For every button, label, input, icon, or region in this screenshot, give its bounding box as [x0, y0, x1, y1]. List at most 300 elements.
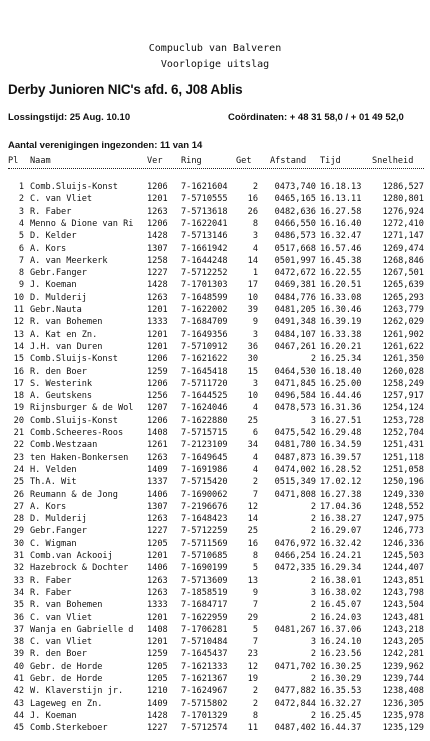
cell-snelheid: 1243,218	[382, 624, 424, 635]
cell-afstand: 0466,550	[274, 218, 316, 229]
cell-afstand: 0487,402	[274, 723, 316, 734]
table-row	[0, 648, 430, 660]
cell-afstand: 0472,844	[274, 698, 316, 709]
cell-ver: 1206	[147, 218, 168, 229]
cell-pl: 22	[13, 440, 24, 451]
cell-ring: 7-5715420	[181, 477, 228, 488]
cell-ring: 7-5711569	[181, 538, 228, 549]
cell-get: 19	[247, 674, 258, 684]
cell-snelheid: 1253,728	[382, 415, 424, 426]
cell-ver: 1263	[147, 206, 168, 217]
cell-ring: 7-1701303	[181, 280, 228, 291]
cell-tijd: 16.23.56	[320, 649, 362, 660]
cell-pl: 44	[13, 710, 24, 721]
table-row	[0, 685, 430, 697]
cell-ver: 1207	[147, 403, 168, 414]
cell-snelheid: 1251,058	[382, 464, 424, 475]
cell-ver: 1206	[147, 415, 168, 426]
cell-ver: 1307	[147, 243, 168, 254]
cell-tijd: 16.30.25	[320, 661, 362, 672]
cell-naam: Lageweg en Zn.	[30, 698, 103, 709]
cell-ver: 1263	[147, 292, 168, 303]
cell-pl: 15	[13, 354, 24, 365]
cell-ver: 1206	[147, 354, 168, 365]
cell-afstand: 0466,254	[274, 551, 316, 561]
cell-get: 34	[247, 440, 258, 451]
cell-tijd: 16.39.57	[320, 452, 362, 463]
table-row	[0, 402, 430, 414]
table-row	[0, 316, 430, 328]
header-afstand: Afstand	[270, 156, 307, 166]
cell-tijd: 16.44.37	[320, 723, 362, 734]
cell-tijd: 16.27.38	[320, 489, 362, 500]
cell-ring: 7-2123109	[181, 440, 228, 451]
cell-naam: J.H. van Duren	[30, 341, 103, 352]
cell-naam: Comb.Sluijs-Konst	[30, 354, 118, 365]
cell-tijd: 16.38.02	[320, 587, 362, 598]
table-row	[0, 538, 430, 550]
cell-snelheid: 1258,249	[382, 378, 424, 389]
cell-ring: 7-1649645	[181, 452, 228, 463]
cell-afstand: 0471,845	[274, 378, 316, 389]
table-row	[0, 243, 430, 255]
cell-ver: 1201	[147, 305, 168, 315]
cell-afstand: 0496,584	[274, 391, 316, 402]
cell-tijd: 16.18.40	[320, 366, 362, 377]
cell-ring: 7-2196676	[181, 501, 228, 512]
cell-tijd: 16.29.48	[320, 428, 362, 438]
cell-naam: J. Koeman	[30, 710, 77, 721]
cell-ver: 1201	[147, 612, 168, 623]
cell-get: 25	[247, 415, 258, 426]
cell-tijd: 16.39.19	[320, 317, 362, 328]
cell-afstand: 0472,672	[274, 268, 316, 279]
cell-tijd: 16.22.55	[320, 268, 362, 279]
cell-ver: 1201	[147, 551, 168, 561]
cell-ver: 1227	[147, 268, 168, 279]
cell-ver: 1227	[147, 526, 168, 537]
cell-afstand: 0471,808	[274, 489, 316, 500]
cell-snelheid: 1246,773	[382, 526, 424, 537]
table-row	[0, 501, 430, 513]
cell-ver: 1408	[147, 624, 168, 635]
cell-get: 23	[247, 649, 258, 660]
cell-afstand: 0469,381	[274, 280, 316, 291]
cell-pl: 28	[13, 514, 24, 525]
cell-pl: 20	[13, 415, 24, 426]
cell-ver: 1333	[147, 600, 168, 611]
table-row	[0, 525, 430, 537]
cell-tijd: 17.02.12	[320, 477, 362, 488]
cell-get: 7	[252, 600, 258, 611]
cell-ring: 7-1622959	[181, 612, 228, 623]
cell-naam: Gebr.Fanger	[30, 268, 87, 279]
cell-ver: 1201	[147, 341, 168, 352]
table-row	[0, 698, 430, 710]
cell-ring: 7-1684709	[181, 317, 228, 328]
cell-get: 30	[247, 354, 258, 365]
cell-get: 2	[252, 182, 258, 192]
cell-pl: 33	[13, 575, 24, 586]
cell-get: 7	[252, 637, 258, 648]
cell-snelheid: 1239,744	[382, 674, 424, 684]
cell-naam: Wanja en Gabrielle d	[30, 624, 134, 635]
cell-tijd: 16.32.27	[320, 698, 362, 709]
table-row	[0, 476, 430, 488]
cell-pl: 9	[18, 280, 24, 291]
cell-tijd: 16.20.21	[320, 341, 362, 352]
race-title: Derby Junioren NIC's afd. 6, J08 Ablis	[8, 82, 243, 97]
cell-afstand: 2	[310, 354, 316, 365]
cell-naam: R. van Bohemen	[30, 317, 103, 328]
cell-afstand: 2	[310, 674, 316, 684]
table-row	[0, 415, 430, 427]
cell-get: 4	[252, 403, 258, 414]
cell-pl: 2	[18, 194, 24, 205]
cell-pl: 31	[13, 551, 24, 561]
table-header	[0, 155, 430, 167]
cell-get: 12	[247, 661, 258, 672]
cell-pl: 37	[13, 624, 24, 635]
cell-naam: Gebr.Nauta	[30, 305, 82, 315]
table-row	[0, 636, 430, 648]
cell-ring: 7-1621367	[181, 674, 228, 684]
cell-ver: 1201	[147, 637, 168, 648]
cell-tijd: 16.16.40	[320, 218, 362, 229]
cell-snelheid: 1247,975	[382, 514, 424, 525]
table-row	[0, 218, 430, 230]
cell-snelheid: 1280,801	[382, 194, 424, 205]
cell-get: 15	[247, 366, 258, 377]
cell-ring: 7-5712574	[181, 723, 228, 734]
cell-tijd: 16.33.38	[320, 329, 362, 340]
cell-tijd: 16.32.47	[320, 231, 362, 242]
cell-ring: 7-1701329	[181, 710, 228, 721]
cell-ring: 7-1706281	[181, 624, 228, 635]
cell-tijd: 16.30.46	[320, 305, 362, 315]
cell-snelheid: 1243,205	[382, 637, 424, 648]
cell-tijd: 16.24.03	[320, 612, 362, 623]
release-info	[8, 112, 404, 123]
cell-get: 10	[247, 391, 258, 402]
cell-naam: D. Mulderij	[30, 514, 87, 525]
cell-naam: A. Kors	[30, 501, 67, 512]
cell-ver: 1259	[147, 649, 168, 660]
cell-ver: 1406	[147, 563, 168, 574]
cell-ring: 7-1624967	[181, 686, 228, 697]
cell-ver: 1307	[147, 501, 168, 512]
cell-ver: 1210	[147, 686, 168, 697]
cell-afstand: 2	[310, 710, 316, 721]
cell-get: 25	[247, 526, 258, 537]
cell-ring: 7-1645437	[181, 649, 228, 660]
cell-snelheid: 1250,196	[382, 477, 424, 488]
cell-ring: 7-1624046	[181, 403, 228, 414]
cell-naam: J. Koeman	[30, 280, 77, 291]
cell-get: 17	[247, 280, 258, 291]
cell-tijd: 16.32.42	[320, 538, 362, 549]
cell-naam: R. van Bohemen	[30, 600, 103, 611]
cell-tijd: 16.20.51	[320, 280, 362, 291]
header-ring: Ring	[181, 156, 202, 166]
cell-afstand: 0467,261	[274, 341, 316, 352]
cell-pl: 4	[18, 218, 24, 229]
cell-ver: 1409	[147, 698, 168, 709]
cell-naam: Comb.Westzaan	[30, 440, 98, 451]
cell-pl: 36	[13, 612, 24, 623]
table-row	[0, 427, 430, 439]
table-row	[0, 390, 430, 402]
cell-ver: 1205	[147, 674, 168, 684]
cell-snelheid: 1267,501	[382, 268, 424, 279]
cell-ver: 1201	[147, 194, 168, 205]
cell-ver: 1205	[147, 661, 168, 672]
cell-snelheid: 1249,330	[382, 489, 424, 500]
cell-afstand: 2	[310, 649, 316, 660]
cell-afstand: 2	[310, 600, 316, 611]
cell-snelheid: 1248,552	[382, 501, 424, 512]
cell-ring: 7-1622880	[181, 415, 228, 426]
cell-pl: 45	[13, 723, 24, 734]
cell-ver: 1206	[147, 378, 168, 389]
cell-tijd: 16.24.21	[320, 551, 362, 561]
cell-snelheid: 1254,124	[382, 403, 424, 414]
cell-snelheid: 1271,147	[382, 231, 424, 242]
table-row	[0, 341, 430, 353]
cell-tijd: 16.25.00	[320, 378, 362, 389]
table-row	[0, 562, 430, 574]
cell-naam: C. van Vliet	[30, 194, 93, 205]
cell-get: 14	[247, 255, 258, 266]
cell-naam: Gebr.Fanger	[30, 526, 87, 537]
cell-get: 2	[252, 686, 258, 697]
cell-tijd: 16.28.52	[320, 464, 362, 475]
cell-snelheid: 1251,118	[382, 452, 424, 463]
cell-ver: 1409	[147, 464, 168, 475]
cell-ring: 7-1690062	[181, 489, 228, 500]
header-tijd: Tijd	[320, 156, 341, 166]
cell-pl: 18	[13, 391, 24, 402]
cell-naam: Comb.Sluijs-Konst	[30, 182, 118, 192]
header-pl: Pl	[8, 156, 19, 166]
cell-afstand: 0472,335	[274, 563, 316, 574]
table-row	[0, 464, 430, 476]
cell-ring: 7-1684717	[181, 600, 228, 611]
cell-snelheid: 1243,481	[382, 612, 424, 623]
cell-naam: R. Faber	[30, 575, 72, 586]
table-row	[0, 513, 430, 525]
cell-naam: C. van Vliet	[30, 637, 93, 648]
cell-naam: Menno & Dione van Ri	[30, 218, 134, 229]
cell-afstand: 0464,530	[274, 366, 316, 377]
cell-get: 9	[252, 317, 258, 328]
cell-snelheid: 1243,851	[382, 575, 424, 586]
cell-naam: R. den Boer	[30, 366, 87, 377]
cell-snelheid: 1265,293	[382, 292, 424, 303]
cell-ver: 1406	[147, 489, 168, 500]
cell-ver: 1428	[147, 231, 168, 242]
cell-pl: 6	[18, 243, 24, 254]
clubs-count: Aantal verenigingen ingezonden: 11 van 14	[8, 140, 203, 151]
table-row	[0, 329, 430, 341]
cell-pl: 26	[13, 489, 24, 500]
cell-naam: Hazebrock & Dochter	[30, 563, 129, 574]
cell-get: 3	[252, 329, 258, 340]
cell-ring: 7-1622041	[181, 218, 228, 229]
cell-snelheid: 1261,902	[382, 329, 424, 340]
cell-ring: 7-1621622	[181, 354, 228, 365]
cell-get: 5	[252, 624, 258, 635]
cell-ring: 7-1645418	[181, 366, 228, 377]
release-time: Lossingstijd: 25 Aug. 10.10	[8, 112, 131, 123]
table-row	[0, 255, 430, 267]
cell-naam: R. Faber	[30, 206, 72, 217]
cell-ring: 7-5713146	[181, 231, 228, 242]
cell-get: 14	[247, 514, 258, 525]
cell-naam: A. Geutskens	[30, 391, 93, 402]
cell-snelheid: 1261,350	[382, 354, 424, 365]
cell-ver: 1408	[147, 428, 168, 438]
cell-ring: 7-1648599	[181, 292, 228, 303]
table-row	[0, 181, 430, 193]
cell-ver: 1263	[147, 514, 168, 525]
cell-snelheid: 1261,622	[382, 341, 424, 352]
cell-snelheid: 1276,924	[382, 206, 424, 217]
cell-pl: 41	[13, 674, 24, 684]
cell-afstand: 0491,348	[274, 317, 316, 328]
table-row	[0, 439, 430, 451]
cell-snelheid: 1238,408	[382, 686, 424, 697]
cell-get: 36	[247, 341, 258, 352]
cell-snelheid: 1246,336	[382, 538, 424, 549]
cell-snelheid: 1239,962	[382, 661, 424, 672]
cell-pl: 25	[13, 477, 24, 488]
cell-tijd: 16.30.29	[320, 674, 362, 684]
cell-get: 2	[252, 477, 258, 488]
table-row	[0, 550, 430, 562]
cell-naam: Comb.Sterkeboer	[30, 723, 108, 734]
table-row	[0, 452, 430, 464]
club-name: Compuclub van Balveren	[148, 43, 282, 54]
cell-snelheid: 1242,281	[382, 649, 424, 660]
cell-naam: Th.A. Wit	[30, 477, 77, 488]
cell-snelheid: 1269,474	[382, 243, 424, 254]
cell-ring: 7-1622002	[181, 305, 228, 315]
cell-afstand: 2	[310, 612, 316, 623]
cell-snelheid: 1251,431	[382, 440, 424, 451]
cell-afstand: 0473,740	[274, 182, 316, 192]
cell-tijd: 16.13.11	[320, 194, 362, 205]
cell-get: 10	[247, 292, 258, 303]
cell-tijd: 16.38.01	[320, 575, 362, 586]
table-row	[0, 599, 430, 611]
cell-pl: 27	[13, 501, 24, 512]
cell-naam: Comb.Scheeres-Roos	[30, 428, 124, 438]
cell-ring: 7-5713618	[181, 206, 228, 217]
cell-tijd: 16.24.10	[320, 637, 362, 648]
cell-tijd: 16.44.46	[320, 391, 362, 402]
cell-get: 7	[252, 489, 258, 500]
table-row	[0, 661, 430, 673]
cell-afstand: 3	[310, 587, 316, 598]
cell-ring: 7-5715715	[181, 428, 228, 438]
cell-snelheid: 1243,504	[382, 600, 424, 611]
cell-get: 29	[247, 612, 258, 623]
cell-pl: 10	[13, 292, 24, 303]
cell-naam: C. Wigman	[30, 538, 77, 549]
cell-pl: 38	[13, 637, 24, 648]
cell-tijd: 17.04.36	[320, 501, 362, 512]
cell-snelheid: 1265,639	[382, 280, 424, 291]
cell-get: 5	[252, 563, 258, 574]
cell-get: 8	[252, 551, 258, 561]
cell-ver: 1205	[147, 538, 168, 549]
header-divider	[8, 168, 424, 169]
cell-snelheid: 1286,527	[382, 182, 424, 192]
cell-pl: 17	[13, 378, 24, 389]
cell-ring: 7-1858519	[181, 587, 228, 598]
table-row	[0, 230, 430, 242]
cell-tijd: 16.45.07	[320, 600, 362, 611]
cell-afstand: 3	[310, 415, 316, 426]
cell-afstand: 2	[310, 575, 316, 586]
table-row	[0, 267, 430, 279]
cell-afstand: 2	[310, 514, 316, 525]
header-ver: Ver	[147, 156, 163, 166]
cell-ring: 7-1644248	[181, 255, 228, 266]
cell-pl: 1	[18, 182, 24, 192]
cell-ring: 7-1621333	[181, 661, 228, 672]
cell-pl: 12	[13, 317, 24, 328]
table-row	[0, 489, 430, 501]
cell-pl: 21	[13, 428, 24, 438]
table-row	[0, 612, 430, 624]
cell-ver: 1206	[147, 182, 168, 192]
cell-get: 6	[252, 428, 258, 438]
cell-afstand: 0481,780	[274, 440, 316, 451]
cell-ring: 7-5712259	[181, 526, 228, 537]
cell-get: 2	[252, 698, 258, 709]
cell-ver: 1259	[147, 366, 168, 377]
cell-ring: 7-5710555	[181, 194, 228, 205]
cell-pl: 11	[13, 305, 24, 315]
cell-ring: 7-5713609	[181, 575, 228, 586]
cell-ring: 7-1621604	[181, 182, 228, 192]
cell-afstand: 0484,776	[274, 292, 316, 303]
cell-naam: R. Faber	[30, 587, 72, 598]
cell-naam: W. Klaverstijn jr.	[30, 686, 124, 697]
cell-get: 4	[252, 243, 258, 254]
table-row	[0, 193, 430, 205]
cell-get: 3	[252, 378, 258, 389]
cell-naam: H. Velden	[30, 464, 77, 475]
cell-tijd: 16.29.34	[320, 563, 362, 574]
table-row	[0, 353, 430, 365]
cell-afstand: 0475,542	[274, 428, 316, 438]
cell-pl: 23	[13, 452, 24, 463]
cell-naam: A. Kors	[30, 243, 67, 254]
cell-afstand: 0487,873	[274, 452, 316, 463]
table-row	[0, 624, 430, 636]
table-row	[0, 304, 430, 316]
cell-ring: 7-5710685	[181, 551, 228, 561]
cell-pl: 7	[18, 255, 24, 266]
cell-afstand: 0517,668	[274, 243, 316, 254]
cell-ring: 7-1644525	[181, 391, 228, 402]
cell-tijd: 16.27.51	[320, 415, 362, 426]
cell-naam: R. den Boer	[30, 649, 87, 660]
table-row	[0, 206, 430, 218]
